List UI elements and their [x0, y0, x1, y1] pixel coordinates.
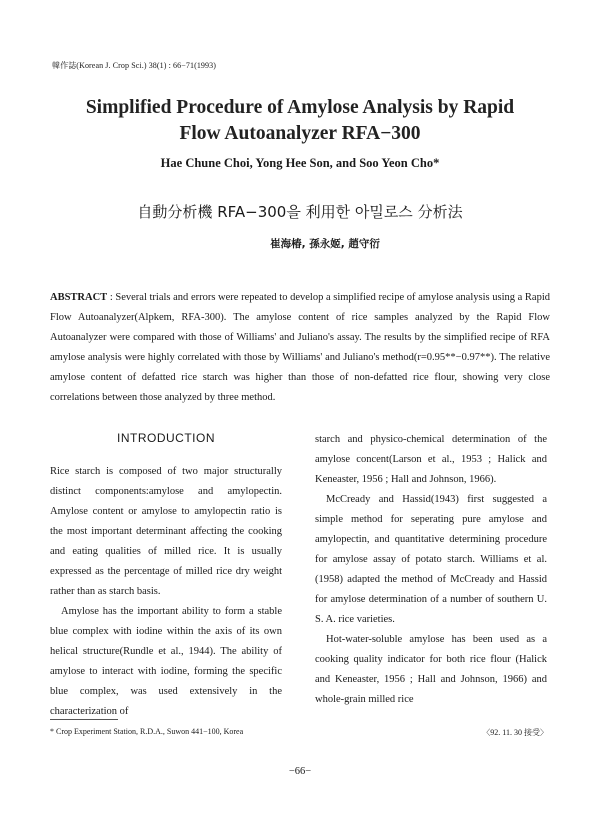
footnote-divider	[50, 719, 118, 720]
page-number: −66−	[288, 766, 312, 777]
left-column	[50, 428, 282, 722]
abstract-label: ABSTRACT	[50, 292, 108, 303]
introduction-paragraph-3: starch and physico-chemical determination of the amylose concent(Larson et al., 1953 ; Halick and Keneaster, 1956 ; Hall and Johnson, 1966).	[315, 434, 547, 485]
author-list: Hae Chune Choi, Yong Hee Son, and Soo Yeon Cho*	[160, 156, 440, 170]
received-date: 〈92. 11. 30 接受〉	[482, 728, 548, 737]
right-column	[315, 430, 547, 710]
introduction-paragraph-2: Amylose has the important ability to form a stable blue complex with iodine within the axis of its own helical structure(Rundle et al., 1944). The ability of amylose to interact with iodine, forming the specific blue complex, was used extensively in the characterization of	[50, 606, 282, 717]
abstract	[50, 288, 550, 408]
introduction-heading: INTRODUCTION	[117, 431, 215, 445]
paper-title-line-2: Flow Autoanalyzer RFA−300	[179, 123, 421, 144]
paper-title-line-1: Simplified Procedure of Amylose Analysis by Rapid	[85, 97, 515, 118]
introduction-paragraph-5: Hot-water-soluble amylose has been used as a cooking quality indicator for both rice flour (Halick and Keneaster, 1956 ; Hall and Johnson, 1966) and whole-grain milled rice	[315, 634, 547, 705]
journal-reference: 韓作誌(Korean J. Crop Sci.) 38(1) : 66−71(1993)	[52, 61, 216, 70]
paper-title	[60, 95, 540, 147]
abstract-text: Several trials and errors were repeated to develop a simplified recipe of amylose analysis using a Rapid Flow Autoanalyzer(Alpkem, RFA-300). The amylose content of rice samples analyzed by the Rapid Flow Autoanalyzer were compared with those of Williams' and Juliano's assay. The results by the simplified recipe of RFA amylose analysis were highly correlated with those by Williams' and Juliano's method(r=0.95**−0.97**). The relative amylose content of defatted rice starch was higher than those of non-defatted rice flour, showing very close correlations between those analyzed by three method.	[50, 292, 551, 403]
abstract-separator: :	[107, 292, 116, 303]
korean-author-list: 崔海椿, 孫永姬, 趙守衍	[270, 238, 380, 250]
affiliation-footnote: * Crop Experiment Station, R.D.A., Suwon 441−100, Korea	[50, 727, 244, 736]
introduction-paragraph-4: McCready and Hassid(1943) first suggested a simple method for seperating pure amylose and amylopectin, and quantitative determining procedure for amylose assay of potato starch. Williams et al. (1958) adapted the method of McCready and Hassid for amylose determination of a number of southern U. S. A. rice varieties.	[315, 494, 547, 625]
introduction-paragraph-1: Rice starch is composed of two major structurally distinct components:amylose and amylopectin. Amylose content or amylose to amylopectin ratio is the most important determinant affecting the cooking and eating qualities of milled rice. It is usually expressed as the percentage of milled rice dry weight rather than as starch basis.	[50, 466, 282, 597]
korean-title: 自動分析機 RFA−300을 利用한 아밀로스 分析法	[137, 203, 463, 221]
